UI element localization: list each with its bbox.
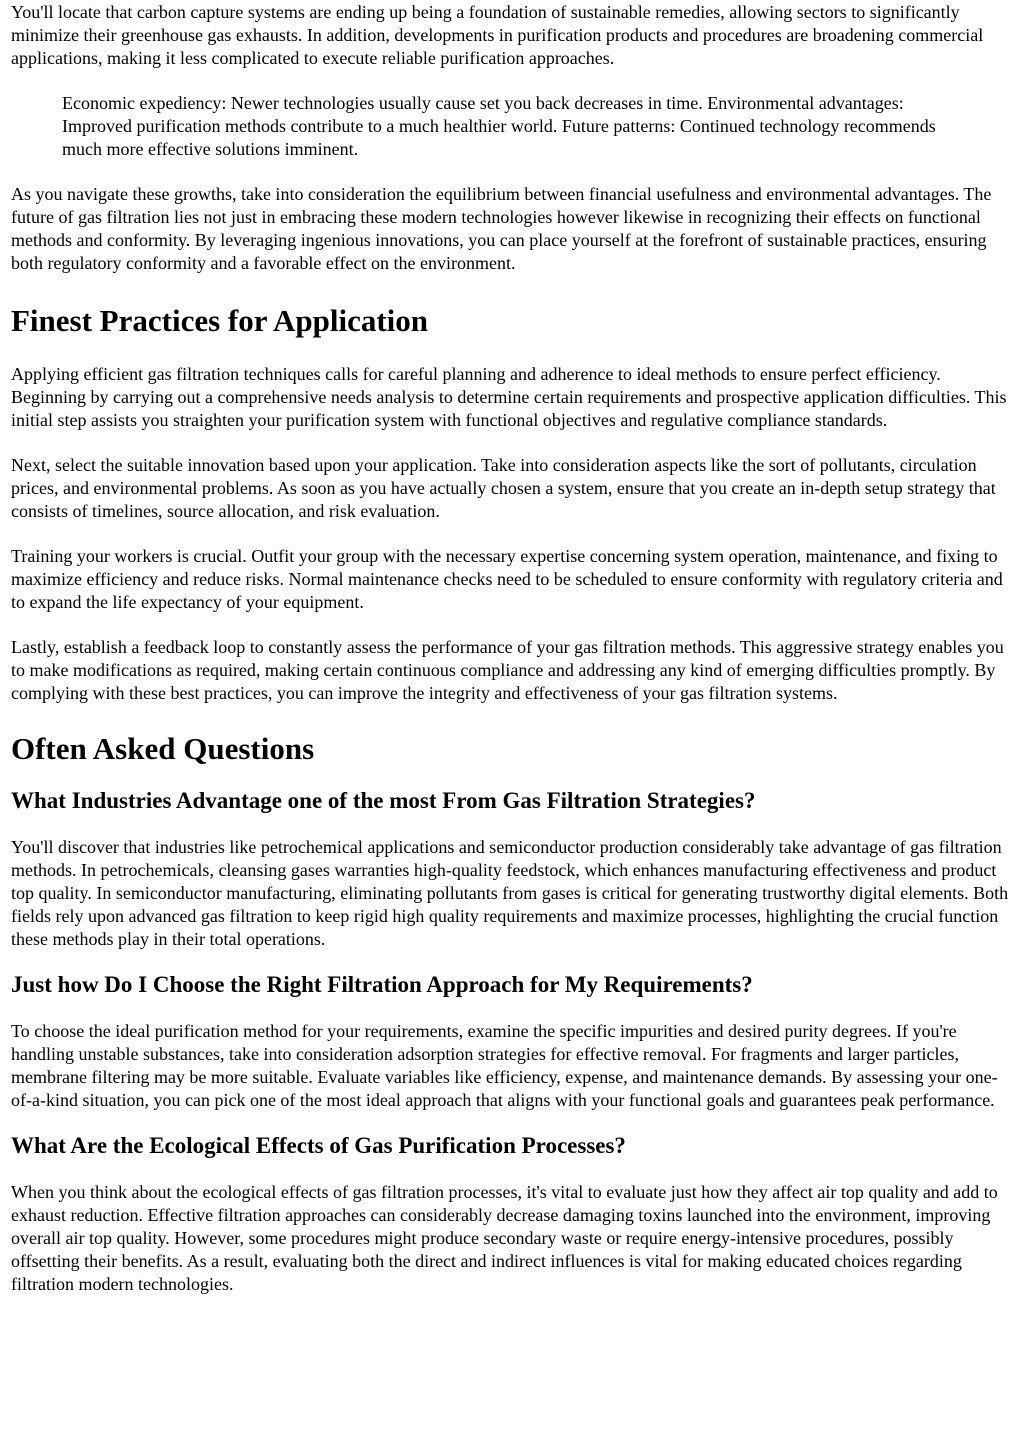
faq-answer-1: You'll discover that industries like petrochemical applications and semiconductor production considerably take advantage of gas filtration methods. In petrochemicals, cleansing gases warranties high-quality feedstock, which enhances manufacturing effectiveness and product top quality. In semiconductor manufacturing, eliminating pollutants from gases is critical for generating trustworthy digital elements. Both fields rely upon advanced gas filtration to keep rigid high quality requirements and maximize processes, highlighting the crucial function these methods play in their total operations. xyxy=(11,837,1009,949)
practices-heading: Finest Practices for Application xyxy=(11,303,429,338)
intro-paragraph: You'll locate that carbon capture systems are ending up being a foundation of sustainable remedies, allowing sectors to significantly minimize their greenhouse gas exhausts. In addition, developments in purification products and procedures are broadening commercial applications, making it less complicated to execute reliable purification approaches. xyxy=(11,2,984,68)
practices-paragraph-4: Lastly, establish a feedback loop to constantly assess the performance of your gas filtration methods. This aggressive strategy enables you to make modifications as required, making certain continuous compliance and addressing any kind of emerging difficulties promptly. By complying with these best practices, you can improve the integrity and effectiveness of your gas filtration systems. xyxy=(11,637,1004,703)
practices-paragraph-2: Next, select the suitable innovation based upon your application. Take into consideration aspects like the sort of pollutants, circulation prices, and environmental problems. As soon as you have actually chosen a system, ensure that you create an in-depth setup strategy that consists of timelines, source allocation, and risk evaluation. xyxy=(11,455,996,521)
faq-answer-3: When you think about the ecological effects of gas filtration processes, it's vital to evaluate just how they affect air top quality and add to exhaust reduction. Effective filtration approaches can considerably decrease damaging toxins launched into the environment, improving overall air top quality. However, some procedures might produce secondary waste or require energy-intensive procedures, possibly offsetting their benefits. As a result, evaluating both the direct and indirect influences is vital for making educated choices regarding filtration modern technologies. xyxy=(11,1182,998,1294)
faq-heading: Often Asked Questions xyxy=(11,731,315,766)
faq-question-2: Just how Do I Choose the Right Filtration Approach for My Requirements? xyxy=(11,972,753,997)
practices-paragraph-1: Applying efficient gas filtration techniques calls for careful planning and adherence to ideal methods to ensure perfect efficiency. Beginning by carrying out a comprehensive needs analysis to determine certain requirements and prospective application difficulties. This initial step assists you straighten your purification system with functional objectives and regulative compliance standards. xyxy=(11,364,1007,430)
practices-paragraph-3: Training your workers is crucial. Outfit your group with the necessary expertise concerning system operation, maintenance, and fixing to maximize efficiency and reduce risks. Normal maintenance checks need to be scheduled to ensure conformity with regulatory criteria and to expand the life expectancy of your equipment. xyxy=(11,546,1003,612)
article xyxy=(0,1,1024,1296)
faq-question-3: What Are the Ecological Effects of Gas Purification Processes? xyxy=(11,1133,626,1158)
faq-question-1: What Industries Advantage one of the most From Gas Filtration Strategies? xyxy=(11,788,756,813)
summary-quote: Economic expediency: Newer technologies usually cause set you back decreases in time. Environmental advantages: Improved purification methods contribute to a much healthier world. Future patterns: Continued technology recommends much more effective solutions imminent. xyxy=(62,93,936,159)
faq-answer-2: To choose the ideal purification method for your requirements, examine the specific impurities and desired purity degrees. If you're handling unstable substances, take into consideration adsorption strategies for effective removal. For fragments and larger particles, membrane filtering may be more suitable. Evaluate variables like efficiency, expense, and maintenance demands. By assessing your one-of-a-kind situation, you can pick one of the most ideal approach that aligns with your functional goals and guarantees peak performance. xyxy=(11,1021,998,1110)
intro-closing-paragraph: As you navigate these growths, take into consideration the equilibrium between financial usefulness and environmental advantages. The future of gas filtration lies not just in embracing these modern technologies however likewise in recognizing their effects on functional methods and conformity. By leveraging ingenious innovations, you can place yourself at the forefront of sustainable practices, ensuring both regulatory conformity and a favorable effect on the environment. xyxy=(11,184,992,273)
